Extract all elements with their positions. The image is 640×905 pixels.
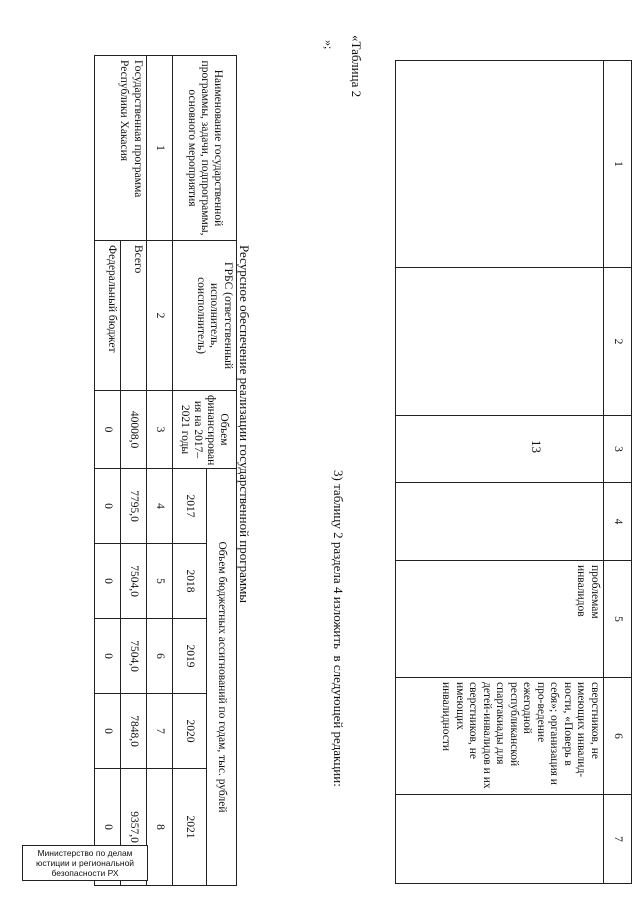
table-cell: [396, 61, 604, 268]
table-cell: 7: [604, 795, 632, 884]
page-number: 13: [529, 440, 544, 453]
table-number-row: [147, 56, 173, 886]
col-header: Наименование государственной программы, задачи, подпрограммы, основного мероприятия: [173, 56, 237, 241]
table-cell: Всего: [121, 241, 147, 391]
col-header: Объем бюджетных ассигнований по годам, тыс. рублей: [207, 469, 237, 886]
table-cell: 7795,0: [121, 469, 147, 544]
year-header: 2021: [173, 769, 207, 886]
table-cell: 0: [95, 619, 121, 694]
col-number: 2: [147, 241, 173, 391]
table-cell: 0: [95, 769, 121, 886]
year-header: 2018: [173, 544, 207, 619]
table-cell: 6: [604, 678, 632, 795]
table-cell: 0: [95, 391, 121, 469]
year-header: 2017: [173, 469, 207, 544]
year-header: 2020: [173, 694, 207, 769]
col-number: 3: [147, 391, 173, 469]
table-cell: [396, 268, 604, 416]
previous-table: [395, 60, 632, 884]
year-header: 2019: [173, 619, 207, 694]
col-header: Объем финансирован ия на 2017–2021 годы: [173, 391, 237, 469]
program-name-cell: Государственная программа Республики Хакасия: [95, 56, 147, 241]
table-cell: 0: [95, 544, 121, 619]
table-cell: 3: [604, 416, 632, 483]
col-number: 8: [147, 769, 173, 886]
table-cell: 2: [604, 268, 632, 416]
col-number: 4: [147, 469, 173, 544]
table-cell: 7848,0: [121, 694, 147, 769]
table-cell: [396, 483, 604, 561]
table-cell: 7504,0: [121, 544, 147, 619]
table-cell: 1: [604, 61, 632, 268]
instruction-text: 3) таблицу 2 раздела 4 изложить в следующей редакции:: [331, 470, 346, 787]
table-cell: [396, 416, 604, 483]
table-cell: 0: [95, 694, 121, 769]
table-cell: 0: [95, 469, 121, 544]
table-cell: 9357,0: [121, 769, 147, 886]
col-number: 5: [147, 544, 173, 619]
col-number: 6: [147, 619, 173, 694]
table-cell: 4: [604, 483, 632, 561]
table-header-row: [604, 61, 632, 884]
table-caption: «Таблица 2: [349, 35, 364, 98]
col-number: 7: [147, 694, 173, 769]
resource-table: [94, 55, 237, 886]
col-header: ГРБС (ответственный исполнитель, соисполнитель): [173, 241, 237, 391]
table-cell: сверстников, не имеющих инвалид-ности, «Поверь в себя»; организация и про-ведение ежегодной республиканской спартакиады для детей-инвалидов и их сверстников, не имеющих инвалидности: [396, 678, 604, 795]
table-cell: [396, 795, 604, 884]
table-row: [396, 61, 604, 884]
table-cell: проблемам инвалидов: [396, 561, 604, 678]
section-title: Ресурсное обеспечение реализации государственной программы: [237, 245, 252, 604]
col-number: 1: [147, 56, 173, 241]
table-row: [121, 56, 147, 886]
table-cell: 5: [604, 561, 632, 678]
table-header-row: [207, 56, 237, 886]
closing-mark: »;: [322, 40, 336, 50]
table-cell: Федеральный бюджет: [95, 241, 121, 391]
table-cell: 40008,0: [121, 391, 147, 469]
ministry-stamp: Министерство по делам юстиции и региональной безопасности РХ: [22, 845, 148, 881]
table-cell: 7504,0: [121, 619, 147, 694]
